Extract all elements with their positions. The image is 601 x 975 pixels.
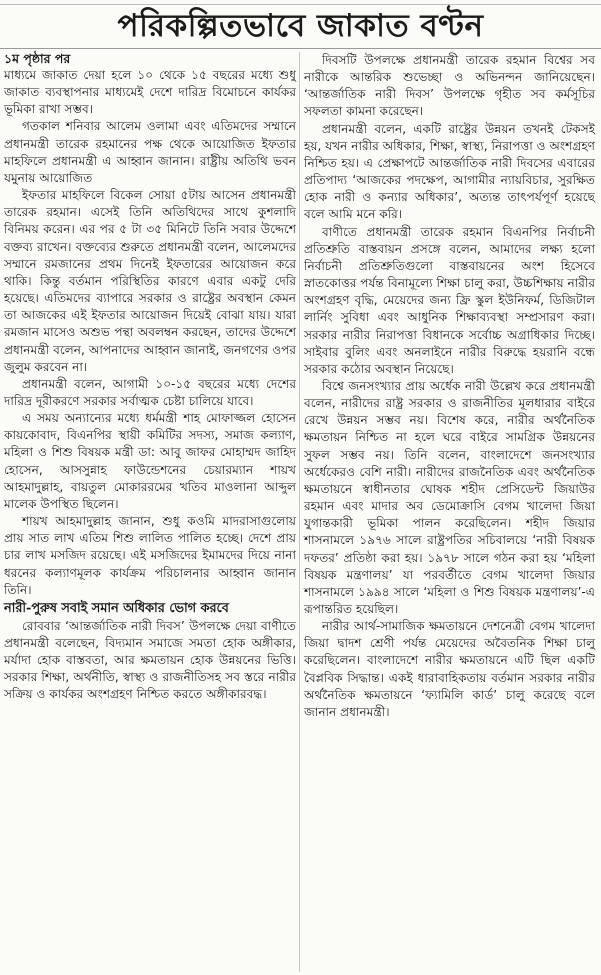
article-paragraph: এ সময় অন্যান্যের মধ্যে ধর্মমন্ত্রী শাহ মোফাজ্জল হোসেন কায়কোবাদ, বিএনপির স্থায়ী কমিটির সদস্য, সমাজ কল্যাণ, মহিলা ও শিশু বিষয়ক মন্ত্রী ডা: আবু জাফর মোহাম্মদ জাহিদ হোসেন, আসসুন্নাহ ফাউন্ডেশনের চেয়ারম্যান শায়খ আহমাদুল্লাহ, বায়তুল মোকাররমের খতিব মাওলানা আব্দুল মালেক উপস্থিত ছিলেন। <box>4 411 296 511</box>
column-divider <box>299 52 300 972</box>
article-paragraph: নারীর আর্থ-সামাজিক ক্ষমতায়নে দেশনেত্রী বেগম খালেদা জিয়া দ্বাদশ শ্রেণী পর্যন্ত মেয়েদের অবৈতনিক শিক্ষা চালু করেছিলেন। বাংলাদেশে নারীর ক্ষমতায়নে এটি ছিল একটি বৈপ্লবিক সিদ্ধান্ত। একই ধারাবাহিকতায় বর্তমান সরকার নারীর অর্থনৈতিক ক্ষমতায়নে ‘ফ্যামিলি কার্ড’ চালু করেছে বলে জানান প্রধানমন্ত্রী। <box>304 619 595 719</box>
article-paragraph: রোববার ‘আন্তর্জাতিক নারী দিবস’ উপলক্ষে দেয়া বাণীতে প্রধানমন্ত্রী বলেছেন, বিদ্যমান সমাজে সমতা হোক অঙ্গীকার, মর্যাদা হোক বাস্তবতা, আর ক্ষমতায়ন হোক উন্নয়নের ভিত্তি। সরকার শিক্ষা, অর্থনীতি, স্বাস্থ্য ও রাজনীতিসহ সব স্তরে নারীর সক্রিয় ও কার্যকর অংশগ্রহণ নিশ্চিত করতে অঙ্গীকারবদ্ধ। <box>4 618 296 702</box>
top-rule <box>0 4 601 5</box>
article-paragraph: প্রধানমন্ত্রী বলেন, আগামী ১০-১৫ বছরের মধ্যে দেশের দারিদ্র দূরীকরণে সরকার সর্বাত্মক চেষ্টা চালিয়ে যাবে। <box>4 376 296 408</box>
continuation-label: ১ম পৃষ্ঠার পর <box>4 51 71 66</box>
article-paragraph: শায়খ আহমাদুল্লাহ জানান, শুধু কওমি মাদরাসাগুলোয় প্রায় সাত লাখ এতিম শিশু লালিত পালিত হচ্ছে। দেশে প্রায় চার লাখ মসজিদ রয়েছে। এই মসজিদের ইমামদের দিয়ে নানা ধরনের কল্যাণমূলক কার্যক্রম পরিচালনার আহ্বান জানান তিনি। <box>4 514 296 597</box>
article-paragraph: প্রধানমন্ত্রী বলেন, একটি রাষ্ট্রের উন্নয়ন তখনই টেকসই হয়, যখন নারীর অধিকার, শিক্ষা, স্বাস্থ্য, নিরাপত্তা ও অংশগ্রহণ নিশ্চিত হয়। এ প্রেক্ষাপটে আন্তর্জাতিক নারী দিবসের এবারের প্রতিপাদ্য ‘আজকের পদক্ষেপ, আগামীর ন্যায়বিচার, সুরক্ষিত হোক নারী ও কন্যার অধিকার’, অত্যন্ত তাৎপর্যপূর্ণ হয়েছে বলে আমি মনে করি। <box>304 121 595 222</box>
article-paragraph: বিশ্বে জনসংখ্যার প্রায় অর্ধেক নারী উল্লেখ করে প্রধানমন্ত্রী বলেন, নারীদের রাষ্ট্র সরকার ও রাজনীতির মূলধারার বাইরে রেখে উন্নয়ন সম্ভব নয়। বিশেষ করে, নারীর অর্থনৈতিক ক্ষমতায়ন নিশ্চিত না হলে ঘরে বাইরে সামগ্রিক উন্নয়নের সুফল সম্ভব নয়। তিনি বলেন, বাংলাদেশে জনসংখ্যার অর্ধেকেরও বেশি নারী। নারীদের রাজনৈতিক এবং অর্থনৈতিক ক্ষমতায়নে স্বাধীনতার ঘোষক শহীদ প্রেসিডেন্ট জিয়াউর রহমান এবং মাদার অব ডেমোক্রাসি বেগম খালেদা জিয়া যুগান্তকারী ভূমিকা পালন করেছিলেন। শহীদ জিয়ার শাসনামলে ১৯৭৬ সালে রাষ্ট্রপতির সচিবালয়ে ‘নারী বিষয়ক দফতর’ প্রতিষ্ঠা করা হয়। ১৯৭৮ সালে গঠন করা হয় ‘মহিলা বিষয়ক মন্ত্রণালয়’ যা পরবর্তীতে বেগম খালেদা জিয়ার শাসনামলে ১৯৯৪ সালে ‘মহিলা ও শিশু বিষয়ক মন্ত্রণালয়’-এ রূপান্তরিত হয়েছিল। <box>304 378 595 616</box>
article-paragraph: দিবসটি উপলক্ষে প্রধানমন্ত্রী তারেক রহমান বিশ্বের সব নারীকে আন্তরিক শুভেচ্ছা ও অভিনন্দন জানিয়েছেন। ‘আন্তর্জাতিক নারী দিবস’ উপলক্ষে গৃহীত সব কর্মসূচির সফলতা কামনা করেছেন। <box>304 53 595 119</box>
article-paragraph: মাধ্যমে জাকাত দেয়া হলে ১০ থেকে ১৫ বছরের মধ্যে শুধু জাকাত ব্যবস্থাপনার মাধ্যমেই দেশে দারিদ্র বিমোচনে কার্যকর ভূমিকা রাখা সম্ভব। <box>4 68 296 117</box>
article-paragraph: গতকাল শনিবার আলেম ওলামা এবং এতিমদের সম্মানে প্রধানমন্ত্রী তারেক রহমানের পক্ষ থেকে আয়োজিত ইফতার মাহফিলে প্রধানমন্ত্রী এ আহ্বান জানান। রাষ্ট্রীয় অতিথি ভবন যমুনায় আয়োজিত <box>4 119 296 185</box>
article-paragraph: বাণীতে প্রধানমন্ত্রী তারেক রহমান বিএনপির নির্বাচনী প্রতিশ্রুতি বাস্তবায়ন প্রসঙ্গে বলেন, আমাদের লক্ষ্য হলো নির্বাচনী প্রতিশ্রুতিগুলো বাস্তবায়নের অংশ হিসেবে স্নাতকোত্তর পর্যন্ত বিনামূল্যে শিক্ষা চালু করা, উচ্চশিক্ষায় নারীর অংশগ্রহণ বৃদ্ধি, মেয়েদের জন্য ফ্রি স্কুল ইউনিফর্ম, ডিজিটাল লার্নিং সুবিধা এবং আধুনিক শিক্ষাব্যবস্থা সম্প্রসারণ করা। সরকার নারীর নিরাপত্তা বিধানকে সর্বোচ্চ অগ্রাধিকার দিচ্ছে। সাইবার বুলিং এবং অনলাইনে নারীর বিরুদ্ধে হয়রানি বন্ধে সরকার কঠোর অবস্থান নিয়েছে। <box>304 224 595 376</box>
headline-rule <box>0 48 601 49</box>
headline: পরিকল্পিতভাবে জাকাত বণ্টন <box>117 8 484 44</box>
subheading: নারী-পুরুষ সবাই সমান অধিকার ভোগ করবে <box>4 600 229 616</box>
left-column <box>4 52 296 704</box>
article-paragraph: ইফতার মাহফিলে বিকেল সোয়া ৫টায় আসেন প্রধানমন্ত্রী তারেক রহমান। এসেই তিনি অতিথিদের সাথে কুশলাদি বিনিময় করেন। এর পর ৫ টা ৩৫ মিনিটে তিনি সবার উদ্দেশে বক্তব্য রাখেন। বক্তব্যের শুরুতে প্রধানমন্ত্রী বলেন, আলেমদের সম্মানে রমজানের প্রথম দিনেই ইফতারের আয়োজন করে থাকি। কিন্তু বর্তমান পরিস্থিতির কারণে এবার একটু দেরি হয়েছে। এতিমদের ব্যাপারে সরকার ও রাষ্ট্রের অবস্থান কেমন তা আজকের এই ইফতার আয়োজন দিয়েই বোঝা যায়। যারা রমজান মাসেও অশুভ পন্থা অবলম্বন করছেন, তাদের উদ্দেশে প্রধানমন্ত্রী বলেন, আপনাদের আহ্বান জানাই, জনগণের ওপর জুলুম করবেন না। <box>4 188 296 374</box>
right-column <box>304 52 595 721</box>
